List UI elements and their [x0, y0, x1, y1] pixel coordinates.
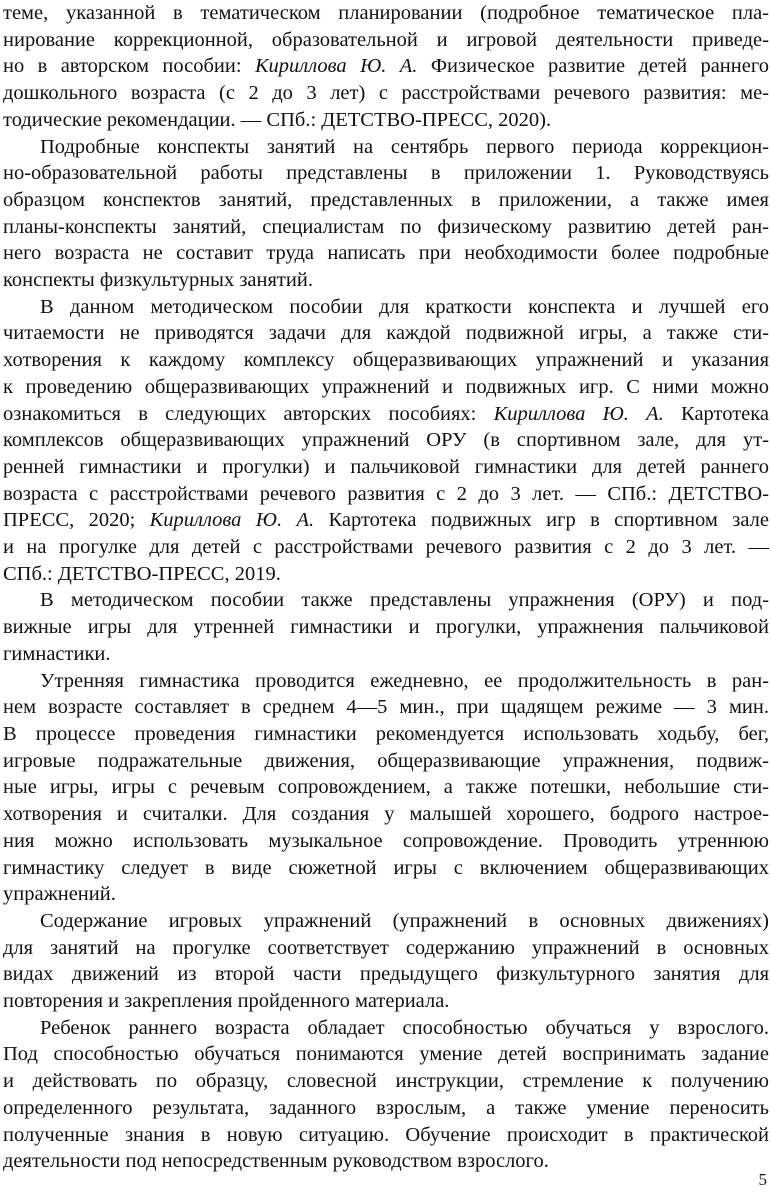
text-line: и на прогулке для детей с расстройствами речевого развития с 2 до 3 лет. — — [3, 536, 769, 559]
text-line: гимнастики. — [3, 642, 111, 665]
paragraph — [3, 134, 769, 294]
text-line: нем возрасте составляет в среднем 4—5 мин., при щадящем режиме — 3 мин. — [3, 696, 769, 719]
text-line: игровые подражательные движения, общеразвивающие упражнения, подвиж- — [3, 749, 769, 772]
text-line: дошкольного возраста (с 2 до 3 лет) с расстройствами речевого развития: ме- — [3, 82, 769, 105]
text-line: Содержание игровых упражнений (упражнений в основных движениях) — [40, 909, 769, 932]
text-line: В процессе проведения гимнастики рекомендуется использовать ходьбу, бег, — [3, 722, 769, 745]
document-page — [3, 0, 769, 1203]
text-line: гимнастику следует в виде сюжетной игры с включением общеразвивающих — [3, 856, 769, 879]
text-line: нирование коррекционной, образовательной и игровой деятельности приведе- — [3, 28, 769, 51]
text-line: определенного результата, заданного взрослым, а также умение переносить — [3, 1096, 769, 1119]
text-line: ренней гимнастики и прогулки) и пальчиковой гимнастики для детей раннего — [3, 455, 769, 478]
text-line: и действовать по образцу, словесной инструкции, стремление к получению — [3, 1070, 769, 1093]
text-segment: Физическое развитие детей раннего — [417, 55, 769, 78]
body-text — [3, 0, 769, 1175]
text-line: Под способностью обучаться понимаются умение детей воспринимать задание — [3, 1043, 769, 1066]
text-line: ные игры, игры с речевым сопровождением, а также потешки, небольшие сти- — [3, 776, 769, 799]
paragraph — [3, 1015, 769, 1175]
text-line: для занятий на прогулке соответствует содержанию упражнений в основных — [3, 936, 769, 959]
text-segment: Картотека — [663, 402, 769, 425]
text-line: к проведению общеразвивающих упражнений и подвижных игр. С ними можно — [3, 375, 769, 398]
text-line: него возраста не составит труда написать при необходимости более подробные — [3, 242, 769, 265]
text-line — [3, 401, 769, 428]
text-line: полученные знания в новую ситуацию. Обучение происходит в практической — [3, 1123, 769, 1146]
text-segment: но в авторском пособии: — [3, 55, 255, 78]
text-line: образцом конспектов занятий, представленных в приложении, а также имея — [3, 188, 769, 211]
text-line: возраста с расстройствами речевого развития с 2 до 3 лет. — СПб.: ДЕТСТВО- — [3, 482, 769, 505]
text-line: комплексов общеразвивающих упражнений ОРУ (в спортивном зале, для ут- — [3, 429, 769, 452]
text-line: вижные игры для утренней гимнастики и прогулки, упражнения пальчиковой — [3, 616, 769, 639]
text-line — [3, 507, 769, 534]
paragraph — [3, 587, 769, 667]
text-line: Ребенок раннего возраста обладает способностью обучаться у взрослого. — [40, 1016, 769, 1039]
text-line — [3, 53, 769, 80]
text-line: хотворения к каждому комплексу общеразвивающих упражнений и указания — [3, 349, 769, 372]
text-line: читаемости не приводятся задачи для каждой подвижной игры, а также сти- — [3, 322, 769, 345]
text-line: хотворения и считалки. Для создания у малышей хорошего, бодрого настрое- — [3, 803, 769, 826]
text-segment: ознакомиться в следующих авторских пособиях: — [3, 402, 494, 425]
text-line: конспекты физкультурных занятий. — [3, 269, 313, 292]
author-citation: Кириллова Ю. А. — [149, 509, 315, 532]
text-line: видах движений из второй части предыдущего физкультурного занятия для — [3, 963, 769, 986]
text-line: В методическом пособии также представлены упражнения (ОРУ) и под- — [40, 589, 769, 612]
text-segment: ПРЕСС, 2020; — [3, 509, 150, 532]
paragraph — [3, 294, 769, 588]
text-line: Утренняя гимнастика проводится ежедневно, ее продолжительность в ран- — [40, 669, 769, 692]
author-citation: Кириллова Ю. А. — [254, 55, 418, 78]
page-number: 5 — [758, 1170, 767, 1189]
text-line: тодические рекомендации. — СПб.: ДЕТСТВО-ПРЕСС, 2020). — [3, 108, 552, 131]
text-line: Подробные конспекты занятий на сентябрь первого периода коррекцион- — [40, 135, 769, 158]
paragraph — [3, 0, 769, 134]
text-line: В данном методическом пособии для краткости конспекта и лучшей его — [40, 295, 769, 318]
text-line: СПб.: ДЕТСТВО-ПРЕСС, 2019. — [3, 562, 281, 585]
author-citation: Кириллова Ю. А. — [493, 402, 664, 425]
text-line: деятельности под непосредственным руководством взрослого. — [3, 1150, 549, 1173]
paragraph — [3, 668, 769, 908]
text-line: упражнений. — [3, 883, 116, 906]
text-line: планы-конспекты занятий, специалистам по физическому развитию детей ран- — [3, 215, 769, 238]
paragraph — [3, 908, 769, 1015]
text-line: ния можно использовать музыкальное сопровождение. Проводить утреннюю — [3, 829, 769, 852]
text-line: теме, указанной в тематическом планировании (подробное тематическое пла- — [3, 2, 769, 24]
text-segment: Картотека подвижных игр в спортивном зале — [314, 509, 769, 532]
text-line: повторения и закрепления пройденного материала. — [3, 990, 450, 1013]
text-line: но-образовательной работы представлены в приложении 1. Руководствуясь — [3, 162, 769, 185]
